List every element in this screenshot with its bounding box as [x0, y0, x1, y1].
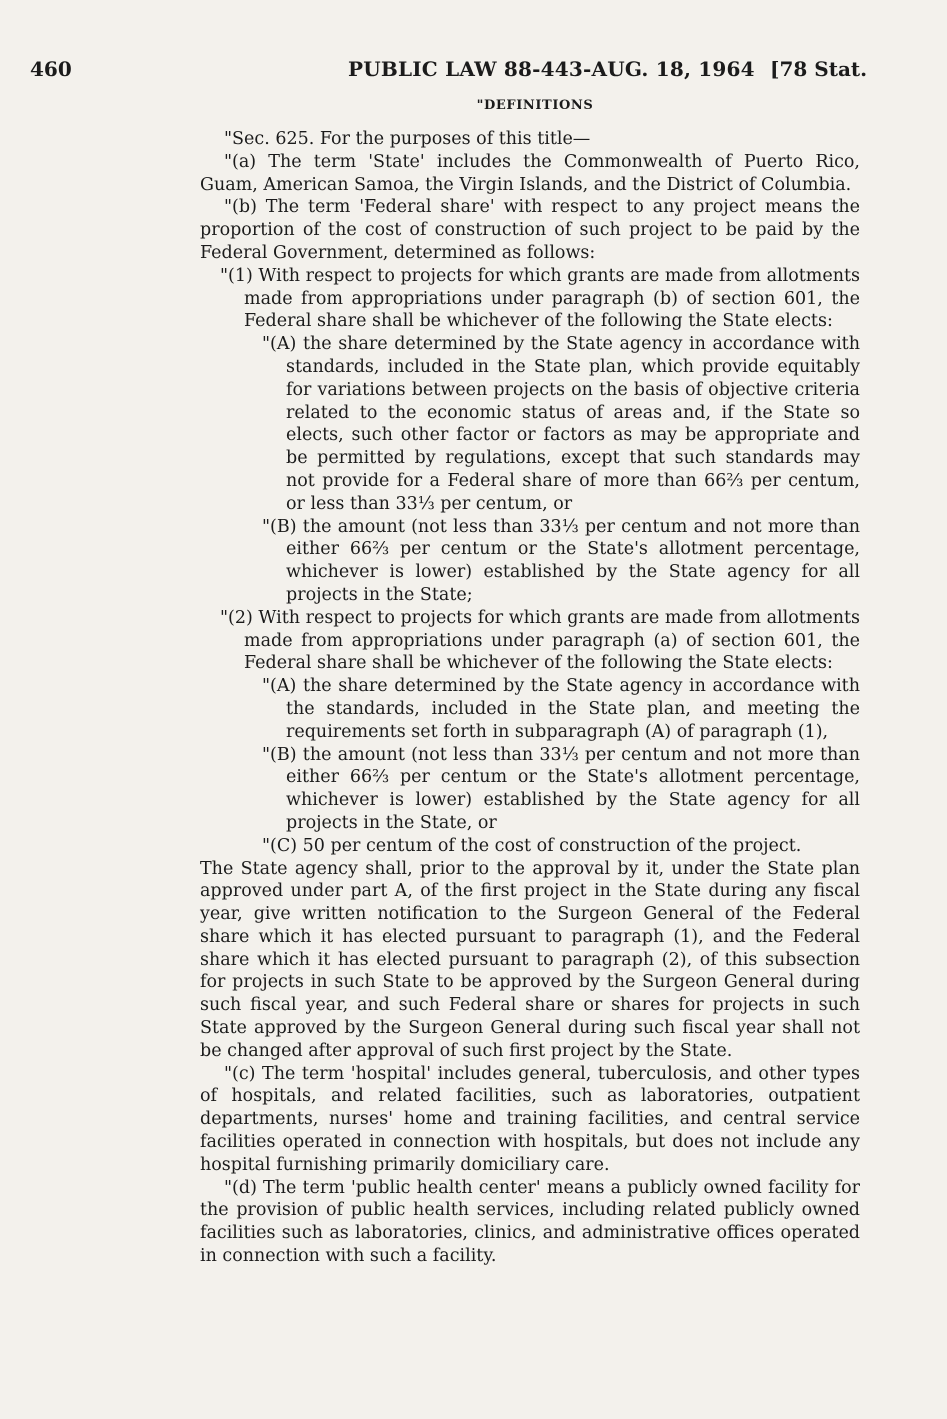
subparagraph-b-1-B: "(B) the amount (not less than 33⅓ per centum and not more than either 66⅔ per centum or the State's allotment percentage, whichever is lower) established by the State agency for all projects in the State;	[262, 516, 860, 605]
section-intro: "Sec. 625. For the purposes of this title—	[224, 129, 591, 149]
running-head: PUBLIC LAW 88-443-AUG. 18, 1964	[348, 57, 755, 81]
subparagraph-b-1-A: "(A) the share determined by the State agency in accordance with standards, included in the State plan, which provide equitably for variations between projects on the basis of objective criteria related to the economic status of areas and, if the State so elects, such other factor or factors as may be appropriate and be permitted by regulations, except that such standards may not provide for a Federal share of more than 66⅔ per centum, or less than 33⅓ per centum, or	[262, 334, 860, 514]
definition-b: "(b) The term 'Federal share' with respect to any project means the proportion of the cost of construction of such project to be paid by the Federal Government, determined as follows:	[200, 197, 860, 263]
section-body	[200, 128, 860, 1268]
subparagraph-b-2-A: "(A) the share determined by the State agency in accordance with the standards, included in the State plan, and meeting the requirements set forth in subparagraph (A) of paragraph (1),	[262, 676, 860, 742]
subparagraph-b-2-B: "(B) the amount (not less than 33⅓ per centum and not more than either 66⅔ per centum or the State's allotment percentage, whichever is lower) established by the State agency for all projects in the State, or	[262, 744, 860, 833]
definition-d: "(d) The term 'public health center' means a publicly owned facility for the provision of public health services, including related publicly owned facilities such as laboratories, clinics, and administrative offices operated in connection with such a facility.	[200, 1177, 860, 1267]
definition-a: "(a) The term 'State' includes the Commonwealth of Puerto Rico, Guam, American Samoa, the Virgin Islands, and the District of Columbia.	[200, 151, 860, 195]
subparagraph-b-2-C: "(C) 50 per centum of the cost of construction of the project.	[262, 835, 802, 856]
page-header	[0, 55, 947, 89]
paragraph-b-2: "(2) With respect to projects for which grants are made from allotments made from appropriations under paragraph (a) of section 601, the Federal share shall be whichever of the following the State elects:	[220, 607, 860, 674]
state-agency-notification-clause: The State agency shall, prior to the approval by it, under the State plan approved under part A, of the first project in the State during any fiscal year, give written notification to the Surgeon General of the Federal share which it has elected pursuant to paragraph (1), and the Federal share which it has elected pursuant to paragraph (2), of this subsection for projects in such State to be approved by the Surgeon General during such fiscal year, and such Federal share or shares for projects in such State approved by the Surgeon General during such fiscal year shall not be changed after approval of such first project by the State.	[200, 858, 860, 1061]
paragraph-b-1: "(1) With respect to projects for which grants are made from allotments made from appropriations under paragraph (b) of section 601, the Federal share shall be whichever of the following the State elects:	[220, 265, 860, 332]
statute-reference: [78 Stat.	[770, 57, 868, 81]
page-number: 460	[30, 57, 72, 81]
section-heading: "DEFINITIONS	[476, 98, 594, 113]
definition-c: "(c) The term 'hospital' includes general, tuberculosis, and other types of hospitals, and related facilities, such as laboratories, outpatient departments, nurses' home and training facilities, and central service facilities operated in connection with hospitals, but does not include any hospital furnishing primarily domiciliary care.	[200, 1063, 860, 1175]
